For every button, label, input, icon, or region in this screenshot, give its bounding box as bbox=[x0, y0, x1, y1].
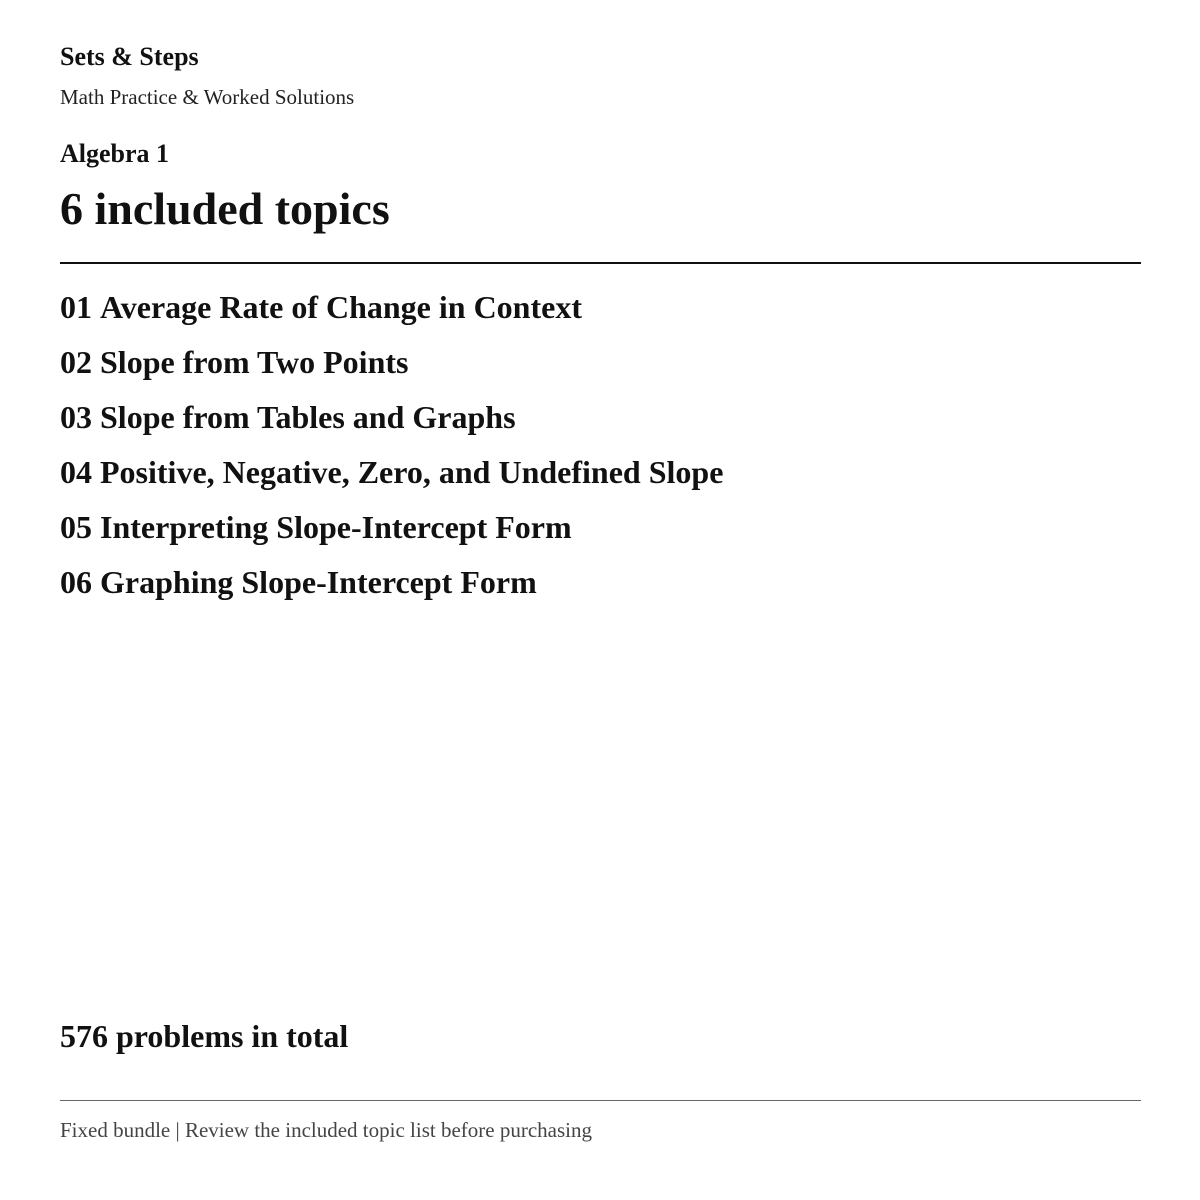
topic-title: Positive, Negative, Zero, and Undefined Slope bbox=[100, 454, 724, 490]
topic-item bbox=[60, 280, 723, 335]
topic-number: 04 bbox=[60, 454, 92, 490]
topic-item bbox=[60, 335, 723, 390]
course-title: Algebra 1 bbox=[60, 139, 170, 168]
topic-title: Slope from Two Points bbox=[100, 344, 409, 380]
topic-item bbox=[60, 390, 723, 445]
topic-number: 02 bbox=[60, 344, 92, 380]
footer-note: Fixed bundle | Review the included topic list before purchasing bbox=[60, 1118, 592, 1142]
topic-item bbox=[60, 500, 723, 555]
page-title: 6 included topics bbox=[60, 183, 390, 234]
brand-tagline: Math Practice & Worked Solutions bbox=[60, 85, 355, 109]
topic-number: 03 bbox=[60, 399, 92, 435]
brand-name: Sets & Steps bbox=[60, 42, 199, 71]
divider bbox=[60, 262, 1141, 264]
topic-title: Slope from Tables and Graphs bbox=[100, 399, 516, 435]
footer-divider bbox=[60, 1100, 1141, 1101]
topic-number: 06 bbox=[60, 564, 92, 600]
topic-title: Average Rate of Change in Context bbox=[100, 289, 582, 325]
topic-title: Graphing Slope-Intercept Form bbox=[100, 564, 537, 600]
topic-item bbox=[60, 445, 723, 500]
topic-title: Interpreting Slope-Intercept Form bbox=[100, 509, 572, 545]
topic-number: 01 bbox=[60, 289, 92, 325]
topic-list bbox=[60, 280, 723, 610]
topic-number: 05 bbox=[60, 509, 92, 545]
topic-item bbox=[60, 555, 723, 610]
problem-total: 576 problems in total bbox=[60, 1018, 349, 1054]
